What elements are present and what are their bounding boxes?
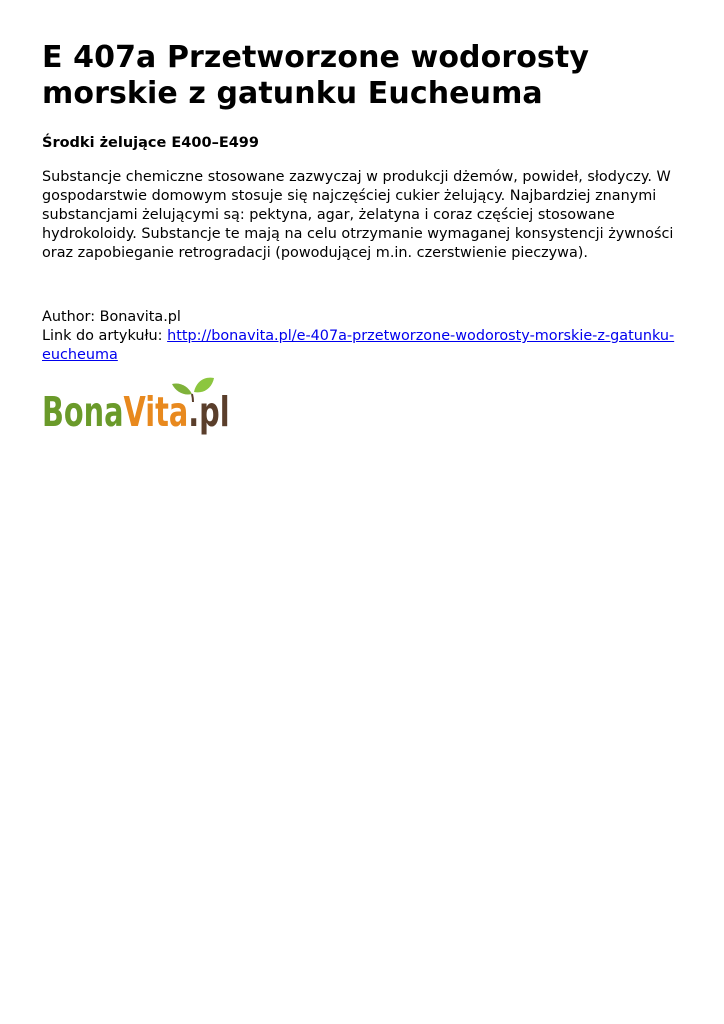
article-link[interactable]: http://bonavita.pl/e-407a-przetworzone-wodorosty-morskie-z-gatunku-eucheuma xyxy=(42,328,675,363)
link-line xyxy=(42,327,692,365)
author-line: Author: Bonavita.pl xyxy=(42,309,181,325)
bonavita-logo-graphic xyxy=(42,372,230,442)
document-page xyxy=(42,40,692,365)
article-meta xyxy=(42,308,692,365)
logo-bona: Bona xyxy=(42,388,124,437)
article-body: Substancje chemiczne stosowane zazwyczaj w produkcji dżemów, powideł, słodyczy. W gospodarstwie domowym stosuje się najczęściej cukier żelujący. Najbardziej znanymi substancjami żelującymi są: pektyna, agar, żelatyna i coraz częściej stosowane hydrokoloidy. Substancje te mają na celu otrzymanie wymaganej konsystencji żywności oraz zapobieganie retrogradacji (powodującej m.in. czerstwienie pieczywa). xyxy=(42,169,674,261)
bonavita-logo xyxy=(42,372,230,442)
link-label: Link do artykułu: xyxy=(42,328,168,344)
page-title: E 407a Przetworzone wodorosty morskie z gatunku Eucheuma xyxy=(42,40,589,111)
logo-wordmark xyxy=(42,388,230,436)
logo-pl: .pl xyxy=(188,388,230,437)
logo-vita: Vita xyxy=(123,388,189,437)
category-subtitle: Środki żelujące E400–E499 xyxy=(42,135,259,151)
